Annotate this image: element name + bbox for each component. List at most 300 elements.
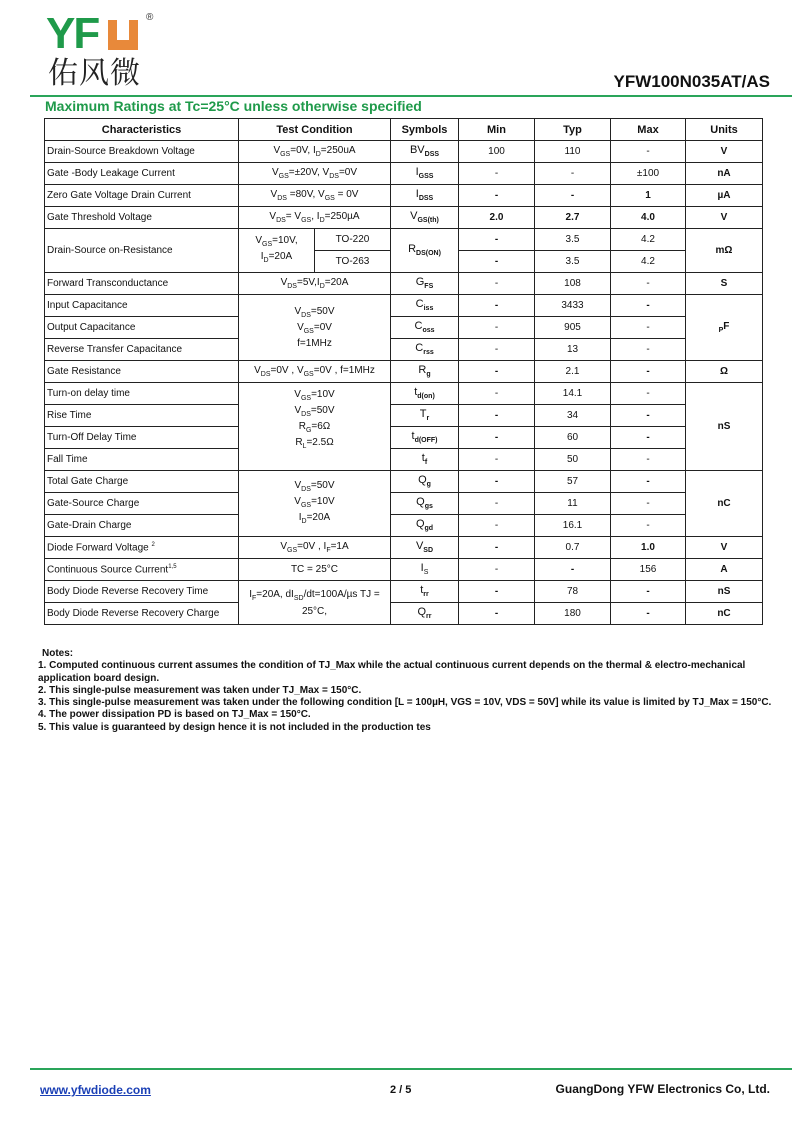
note-item: 3. This single-pulse measurement was taken under the following condition [L = 100µH, VGS = 10V, VDS = 50V] while its value is limited by TJ_Max = 150°C. (38, 697, 772, 709)
max-value: - (611, 405, 686, 427)
typ-value: 50 (535, 449, 611, 471)
header-characteristics: Characteristics (45, 119, 239, 141)
typ-value: 60 (535, 427, 611, 449)
table-row (45, 427, 763, 449)
characteristic: Forward Transconductance (45, 273, 239, 295)
text-fragment: 25°C, (301, 605, 328, 617)
table-row (45, 295, 763, 317)
typ-value: 16.1 (535, 515, 611, 537)
text-fragment: f=1MHz (297, 337, 332, 349)
test-condition (239, 383, 391, 471)
text-fragment: GS(th) (417, 217, 439, 225)
min-value: - (459, 405, 535, 427)
text-fragment: GS (287, 547, 298, 554)
notes-title: Notes: (42, 648, 74, 659)
symbol (391, 273, 459, 295)
symbol (391, 603, 459, 625)
text-fragment: 1,5 (168, 563, 177, 570)
text-fragment: =20A (268, 250, 293, 262)
text-fragment: =250uA (320, 145, 356, 156)
characteristic: Input Capacitance (45, 295, 239, 317)
max-value: - (611, 141, 686, 163)
symbol (391, 207, 459, 229)
min-value: - (459, 537, 535, 559)
max-value: 4.0 (611, 207, 686, 229)
text-fragment: Diode Forward Voltage (47, 542, 149, 554)
min-value: - (459, 295, 535, 317)
text-fragment: I (415, 166, 419, 179)
characteristic: Body Diode Reverse Recovery Charge (45, 603, 239, 625)
characteristic: Gate Threshold Voltage (45, 207, 239, 229)
max-value: 4.2 (611, 229, 686, 251)
typ-value: 0.7 (535, 537, 611, 559)
min-value: - (459, 361, 535, 383)
table-row (45, 207, 763, 229)
table-row (45, 317, 763, 339)
symbol (391, 295, 459, 317)
max-value: 1.0 (611, 537, 686, 559)
text-fragment: V (294, 388, 301, 400)
spec-table (44, 118, 763, 625)
typ-value: 905 (535, 317, 611, 339)
text-fragment: /dt=100A/µs TJ = (303, 588, 380, 600)
typ-value: 3.5 (535, 229, 611, 251)
text-fragment: GS (262, 240, 273, 248)
characteristic: Rise Time (45, 405, 239, 427)
table-row (45, 581, 763, 603)
text-fragment: GS (303, 327, 314, 335)
test-condition (239, 537, 391, 559)
unit: nS (686, 383, 763, 471)
text-fragment: =5V,I (296, 277, 320, 288)
max-value: ±100 (611, 163, 686, 185)
unit: V (686, 207, 763, 229)
symbol (391, 317, 459, 339)
table-row (45, 185, 763, 207)
symbol (391, 229, 459, 273)
max-value: - (611, 515, 686, 537)
characteristic: Turn-Off Delay Time (45, 427, 239, 449)
max-value: - (611, 427, 686, 449)
max-value: 156 (611, 559, 686, 581)
table-row (45, 493, 763, 515)
characteristic: Zero Gate Voltage Drain Current (45, 185, 239, 207)
company-name: GuangDong YFW Electronics Co, Ltd. (555, 1082, 770, 1096)
text-fragment: GS (280, 151, 291, 158)
test-condition (239, 185, 391, 207)
text-fragment: Q (415, 518, 425, 531)
text-fragment: DS (260, 371, 271, 378)
text-fragment: P (718, 327, 724, 334)
unit: A (686, 559, 763, 581)
table-row (45, 515, 763, 537)
max-value: - (611, 471, 686, 493)
max-value: - (611, 273, 686, 295)
text-fragment: D (315, 151, 321, 158)
text-fragment: rr (423, 591, 429, 599)
text-fragment: GS (300, 394, 312, 402)
text-fragment: Q (416, 496, 425, 509)
text-fragment: GSS (418, 173, 434, 181)
text-fragment: V (280, 541, 287, 552)
min-value: 2.0 (459, 207, 535, 229)
text-fragment: GS (300, 501, 312, 509)
unit: nC (686, 603, 763, 625)
text-fragment: V (254, 365, 261, 376)
text-fragment: DS (277, 195, 287, 202)
min-value: 100 (459, 141, 535, 163)
company-logo (46, 9, 166, 92)
text-fragment: F (252, 594, 257, 602)
text-fragment: d(on) (417, 393, 435, 401)
text-fragment: V (273, 145, 281, 156)
text-fragment: Continuous Source Current (47, 564, 169, 576)
symbol (391, 559, 459, 581)
text-fragment: 2 (151, 541, 155, 548)
notes (38, 648, 798, 734)
package-to220: TO-220 (315, 229, 391, 251)
logo-chinese: 佑风微 (48, 56, 141, 91)
test-condition: TC = 25°C (239, 559, 391, 581)
text-fragment: rr (426, 613, 432, 621)
characteristic: Total Gate Charge (45, 471, 239, 493)
max-value: - (611, 295, 686, 317)
text-fragment: SD (423, 547, 434, 555)
text-fragment: r (426, 415, 430, 423)
typ-value: 13 (535, 339, 611, 361)
text-fragment: C (414, 320, 423, 333)
text-fragment: t (420, 584, 424, 597)
unit: µA (686, 185, 763, 207)
typ-value: 3.5 (535, 251, 611, 273)
test-condition (239, 163, 391, 185)
characteristic: Gate Resistance (45, 361, 239, 383)
footer-divider (30, 1068, 792, 1070)
min-value: - (459, 273, 535, 295)
text-fragment: =250µA (324, 211, 360, 222)
characteristic: Gate -Body Leakage Current (45, 163, 239, 185)
text-fragment: V (280, 277, 288, 288)
typ-value: 2.1 (535, 361, 611, 383)
text-fragment: =50V (310, 404, 335, 416)
note-item: application board design. (38, 672, 160, 684)
max-value: - (611, 603, 686, 625)
table-row (45, 471, 763, 493)
test-condition (239, 141, 391, 163)
min-value: - (459, 581, 535, 603)
table-row (45, 559, 763, 581)
text-fragment: =50V (310, 305, 335, 317)
text-fragment: =20A (324, 277, 349, 288)
text-fragment: =0V , I (297, 541, 327, 552)
table-row (45, 603, 763, 625)
text-fragment: =±20V, V (288, 167, 330, 178)
text-fragment: D (319, 217, 325, 224)
symbol (391, 163, 459, 185)
text-fragment: GS (303, 371, 314, 378)
symbol (391, 141, 459, 163)
min-value: - (459, 251, 535, 273)
characteristic: Output Capacitance (45, 317, 239, 339)
typ-value: 108 (535, 273, 611, 295)
table-row (45, 537, 763, 559)
text-fragment: R (418, 364, 427, 377)
unit: Ω (686, 361, 763, 383)
text-fragment: =1A (330, 541, 349, 552)
min-value: - (459, 493, 535, 515)
text-fragment: R (408, 243, 417, 256)
min-value: - (459, 515, 535, 537)
symbol (391, 339, 459, 361)
text-fragment: F (723, 321, 730, 332)
section-title: Maximum Ratings at Tc=25°C unless otherwise specified (45, 98, 422, 114)
characteristic: Gate-Source Charge (45, 493, 239, 515)
part-number: YFW100N035AT/AS (613, 72, 770, 91)
text-fragment: D (319, 283, 325, 290)
text-fragment: gd (424, 525, 434, 533)
text-fragment: S (423, 569, 429, 577)
text-fragment: =0V (338, 167, 358, 178)
unit: S (686, 273, 763, 295)
text-fragment: =80V, V (286, 189, 325, 200)
characteristic: Reverse Transfer Capacitance (45, 339, 239, 361)
symbol (391, 581, 459, 603)
text-fragment: =0V (313, 321, 332, 333)
text-fragment: =0V, I (290, 145, 316, 156)
text-fragment: =20A, dI (256, 588, 294, 600)
text-fragment: FS (424, 283, 434, 291)
min-value: - (459, 163, 535, 185)
note-item: 5. This value is guaranteed by design hence it is not included in the production tes (38, 721, 431, 733)
text-fragment: t (421, 452, 425, 465)
text-fragment: DSS (418, 195, 434, 203)
text-fragment: =6Ω (311, 420, 331, 432)
header-test-condition: Test Condition (239, 119, 391, 141)
text-fragment: rss (423, 349, 434, 357)
typ-value: 11 (535, 493, 611, 515)
min-value: - (459, 185, 535, 207)
min-value: - (459, 559, 535, 581)
text-fragment: =50V (310, 479, 335, 491)
test-condition (239, 361, 391, 383)
text-fragment: I (260, 250, 264, 262)
text-fragment: V (294, 495, 301, 507)
text-fragment: f (424, 459, 428, 467)
text-fragment: DS (287, 283, 297, 290)
text-fragment: V (255, 234, 263, 246)
table-row (45, 383, 763, 405)
min-value: - (459, 383, 535, 405)
symbol (391, 537, 459, 559)
note-item: 2. This single-pulse measurement was taken under TJ_Max = 150°C. (38, 684, 362, 696)
logo-w-mark (108, 20, 138, 50)
text-fragment: V (294, 404, 302, 416)
text-fragment: F (326, 547, 331, 554)
text-fragment: = V (285, 211, 302, 222)
text-fragment: GS (278, 173, 289, 180)
text-fragment: DS (301, 410, 311, 418)
min-value: - (459, 471, 535, 493)
text-fragment: DS (329, 173, 339, 180)
min-value: - (459, 427, 535, 449)
unit (686, 295, 763, 361)
test-condition (239, 471, 391, 537)
text-fragment: I (415, 188, 419, 201)
max-value: 4.2 (611, 251, 686, 273)
test-condition (239, 273, 391, 295)
text-fragment: =2.5Ω (306, 436, 334, 448)
text-fragment: =10V, (272, 234, 298, 246)
header-symbols: Symbols (391, 119, 459, 141)
text-fragment: g (426, 371, 431, 379)
table-row (45, 339, 763, 361)
text-fragment: GS (301, 217, 312, 224)
header-min: Min (459, 119, 535, 141)
text-fragment: SD (293, 594, 304, 602)
text-fragment: V (410, 210, 418, 223)
text-fragment: d(OFF) (414, 437, 438, 445)
characteristic: Drain-Source on-Resistance (45, 229, 239, 273)
text-fragment: =10V (311, 388, 335, 400)
typ-value: - (535, 185, 611, 207)
typ-value: 2.7 (535, 207, 611, 229)
test-condition (239, 581, 391, 625)
test-condition (239, 295, 391, 361)
characteristic: Turn-on delay time (45, 383, 239, 405)
text-fragment: G (305, 426, 312, 434)
min-value: - (459, 339, 535, 361)
characteristic: Body Diode Reverse Recovery Time (45, 581, 239, 603)
text-fragment: V (294, 479, 302, 491)
text-fragment: iss (423, 305, 434, 313)
text-fragment: D (263, 256, 269, 264)
characteristic: Fall Time (45, 449, 239, 471)
typ-value: 14.1 (535, 383, 611, 405)
text-fragment: I (298, 511, 302, 523)
logo-text (46, 9, 99, 58)
text-fragment: t (411, 430, 415, 443)
text-fragment: =20A (306, 511, 331, 523)
table-row (45, 405, 763, 427)
symbol (391, 405, 459, 427)
text-fragment: R (298, 420, 306, 432)
table-row (45, 449, 763, 471)
text-fragment: t (414, 386, 418, 399)
unit: V (686, 141, 763, 163)
text-fragment: T (419, 408, 427, 421)
text-fragment: = 0V (334, 189, 359, 200)
table-row (45, 273, 763, 295)
typ-value: 3433 (535, 295, 611, 317)
typ-value: 34 (535, 405, 611, 427)
unit: V (686, 537, 763, 559)
typ-value: 78 (535, 581, 611, 603)
symbol (391, 185, 459, 207)
package-to263: TO-263 (315, 251, 391, 273)
table-row (45, 141, 763, 163)
table-row (45, 361, 763, 383)
header-typ: Typ (535, 119, 611, 141)
note-item: 1. Computed continuous current assumes the condition of TJ_Max while the actual continuous current depends on the thermal & electro-mechanical (38, 660, 746, 672)
text-fragment: R (295, 436, 303, 448)
text-fragment: DS (276, 217, 286, 224)
text-fragment: V (297, 321, 304, 333)
typ-value: - (535, 163, 611, 185)
text-fragment: V (270, 189, 278, 200)
test-condition (239, 229, 315, 273)
text-fragment: gs (424, 503, 433, 511)
page-number: 2 / 5 (390, 1084, 412, 1096)
header-max: Max (611, 119, 686, 141)
typ-value: 180 (535, 603, 611, 625)
text-fragment: G (415, 276, 425, 289)
text-fragment: =0V , f=1MHz (313, 365, 375, 376)
max-value: - (611, 339, 686, 361)
text-fragment: DSS (424, 151, 440, 159)
test-condition (239, 207, 391, 229)
text-fragment: DS (301, 485, 311, 493)
max-value: - (611, 449, 686, 471)
text-fragment: Q (418, 474, 427, 487)
typ-value: - (535, 559, 611, 581)
unit: nS (686, 581, 763, 603)
symbol (391, 471, 459, 493)
characteristic: Gate-Drain Charge (45, 515, 239, 537)
note-item: 4. The power dissipation PD is based on TJ_Max = 150°C. (38, 709, 311, 721)
website-link[interactable]: www.yfwdiode.com (40, 1083, 151, 1097)
text-fragment: I (420, 562, 424, 575)
text-fragment: , I (311, 211, 320, 222)
text-fragment: BV (409, 144, 425, 157)
characteristic: Drain-Source Breakdown Voltage (45, 141, 239, 163)
max-value: - (611, 581, 686, 603)
symbol (391, 493, 459, 515)
typ-value: 57 (535, 471, 611, 493)
symbol (391, 515, 459, 537)
table-row (45, 163, 763, 185)
text-fragment: GS (324, 195, 335, 202)
text-fragment: =10V (311, 495, 335, 507)
characteristic (45, 537, 239, 559)
min-value: - (459, 317, 535, 339)
text-fragment: =0V , V (270, 365, 304, 376)
characteristic (45, 559, 239, 581)
text-fragment: g (426, 481, 431, 489)
max-value: - (611, 361, 686, 383)
text-fragment: DS(ON) (416, 250, 441, 258)
text-fragment: DS (301, 311, 311, 319)
max-value: 1 (611, 185, 686, 207)
text-fragment: V (415, 540, 424, 553)
text-fragment: C (415, 342, 424, 355)
header-units: Units (686, 119, 763, 141)
text-fragment: I (249, 588, 253, 600)
symbol (391, 449, 459, 471)
registered-mark: ® (146, 12, 154, 23)
text-fragment: D (301, 517, 307, 525)
table-row (45, 229, 763, 251)
max-value: - (611, 383, 686, 405)
symbol (391, 383, 459, 405)
header-divider (30, 95, 792, 97)
unit: nA (686, 163, 763, 185)
unit: mΩ (686, 229, 763, 273)
unit: nC (686, 471, 763, 537)
text-fragment: Q (417, 606, 427, 619)
text-fragment: oss (422, 327, 435, 335)
symbol (391, 361, 459, 383)
symbol (391, 427, 459, 449)
